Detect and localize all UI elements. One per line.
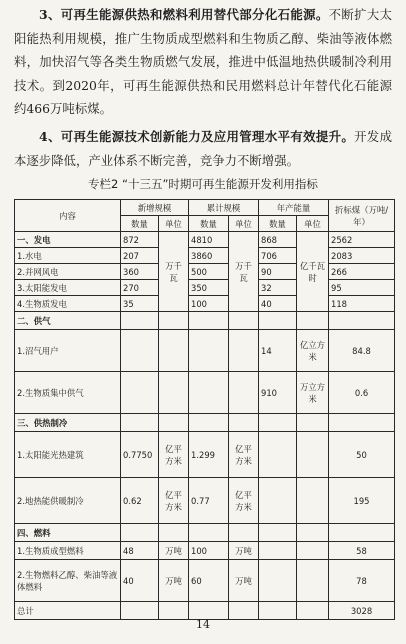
- cell-new: 872: [121, 232, 159, 248]
- cell-coal: 84.8: [329, 330, 395, 372]
- cell-annual: 706: [259, 248, 297, 264]
- table-row: [15, 414, 395, 432]
- cell-annual: 90: [259, 264, 297, 280]
- table-row: [15, 432, 395, 478]
- cell-coal: 0.6: [329, 372, 395, 414]
- table-row: [15, 542, 395, 560]
- header-quantity: 数量: [189, 216, 229, 232]
- header-new-scale: 新增规模: [121, 200, 189, 216]
- cell-name: 1.太阳能光热建筑: [15, 432, 121, 478]
- cell-coal: 2562: [329, 232, 395, 248]
- cell-name: 2.地热能供暖制冷: [15, 478, 121, 524]
- section-title: 四、燃料: [15, 524, 121, 542]
- cell-coal: 118: [329, 296, 395, 312]
- cell-cumulative: 60: [189, 560, 229, 602]
- table-row: [15, 372, 395, 414]
- cell-cumulative-unit: 亿平方米: [229, 478, 259, 524]
- cell-new: 207: [121, 248, 159, 264]
- cell-name: 1.沼气用户: [15, 330, 121, 372]
- page-number: 14: [196, 618, 210, 631]
- header-coal-equivalent: 折标煤（万吨/年）: [329, 200, 395, 232]
- cell-new: 270: [121, 280, 159, 296]
- cell-name: 4.生物质发电: [15, 296, 121, 312]
- cell-coal: 95: [329, 280, 395, 296]
- header-unit: 单位: [229, 216, 259, 232]
- cell-cumulative: 100: [189, 296, 229, 312]
- cell-new: 0.7750: [121, 432, 159, 478]
- cell-new: 48: [121, 542, 159, 560]
- cell-coal: 50: [329, 432, 395, 478]
- section-title: 二、供气: [15, 312, 121, 330]
- cell-annual-unit: 亿立方米: [297, 330, 329, 372]
- cell-name: 2.生物质集中供气: [15, 372, 121, 414]
- paragraph-heading: 3、可再生能源供热和燃料利用替代部分化石能源。: [39, 7, 329, 22]
- table-row: [15, 312, 395, 330]
- cell-annual: 14: [259, 330, 297, 372]
- cell-new-unit: 亿平方米: [159, 432, 189, 478]
- cell-coal: 195: [329, 478, 395, 524]
- cell-name: 1.生物质成型燃料: [15, 542, 121, 560]
- header-quantity: 数量: [121, 216, 159, 232]
- table-row: [15, 296, 395, 312]
- cell-cumulative-unit: 亿平方米: [229, 432, 259, 478]
- section-title: 三、供热制冷: [15, 414, 121, 432]
- cell-cumulative: 500: [189, 264, 229, 280]
- cell-annual: 32: [259, 280, 297, 296]
- table-row: [15, 524, 395, 542]
- cell-new: 0.62: [121, 478, 159, 524]
- paragraph-body: 不断扩大太阳能热利用规模，推广生物质成型燃料和生物质乙醇、柴油等液体燃料，加快沼气等各类生物质燃气发展，推进中低温地热供暖制冷利用技术。到2020年，可再生能源供热和民用燃料总计年替代化石能源约466万吨标煤。: [14, 7, 393, 117]
- section-title: 一、发电: [15, 232, 121, 248]
- cell-annual: 40: [259, 296, 297, 312]
- cell-coal: 266: [329, 264, 395, 280]
- cell-new-unit: 万千瓦: [159, 232, 189, 312]
- table-row: [15, 232, 395, 248]
- header-cumulative-scale: 累计规模: [189, 200, 259, 216]
- paragraph-body: 开发成本逐步降低，产业体系不断完善，竞争力不断增强。: [14, 129, 393, 168]
- cell-name: 总计: [15, 602, 121, 620]
- cell-cumulative: 3860: [189, 248, 229, 264]
- cell-annual-unit: 万立方米: [297, 372, 329, 414]
- indicators-table: [14, 199, 395, 620]
- cell-coal: 58: [329, 542, 395, 560]
- paragraph-heading: 4、可再生能源技术创新能力及应用管理水平有效提升。: [39, 129, 355, 144]
- cell-coal: 3028: [329, 602, 395, 620]
- cell-cumulative-unit: 万吨: [229, 560, 259, 602]
- cell-name: 2.并网风电: [15, 264, 121, 280]
- cell-annual: 868: [259, 232, 297, 248]
- cell-coal: 78: [329, 560, 395, 602]
- cell-cumulative: 4810: [189, 232, 229, 248]
- cell-name: 1.水电: [15, 248, 121, 264]
- cell-cumulative: 0.77: [189, 478, 229, 524]
- cell-annual: 910: [259, 372, 297, 414]
- cell-new: 40: [121, 560, 159, 602]
- cell-cumulative: 100: [189, 542, 229, 560]
- cell-new: 35: [121, 296, 159, 312]
- header-row: [15, 200, 395, 216]
- cell-cumulative: 350: [189, 280, 229, 296]
- total-row: [15, 602, 395, 620]
- cell-annual-unit: 亿千瓦时: [297, 232, 329, 312]
- paragraph-innovation: [14, 125, 392, 172]
- cell-new-unit: 万吨: [159, 542, 189, 560]
- header-unit: 单位: [297, 216, 329, 232]
- cell-cumulative-unit: 万吨: [229, 542, 259, 560]
- table-row: [15, 560, 395, 602]
- table-row: [15, 478, 395, 524]
- table-row: [15, 248, 395, 264]
- header-quantity: 数量: [259, 216, 297, 232]
- header-content: 内容: [15, 200, 121, 232]
- cell-coal: 2083: [329, 248, 395, 264]
- cell-cumulative: 1.299: [189, 432, 229, 478]
- cell-cumulative-unit: 万千瓦: [229, 232, 259, 312]
- table-row: [15, 280, 395, 296]
- cell-name: 3.太阳能发电: [15, 280, 121, 296]
- header-annual-capacity: 年产能量: [259, 200, 329, 216]
- cell-new: 360: [121, 264, 159, 280]
- cell-new-unit: 万吨: [159, 560, 189, 602]
- table-row: [15, 330, 395, 372]
- table-row: [15, 264, 395, 280]
- cell-name: 2.生物燃料乙醇、柴油等液体燃料: [15, 560, 121, 602]
- header-unit: 单位: [159, 216, 189, 232]
- table-caption: 专栏2 “十三五”时期可再生能源开发利用指标: [88, 177, 318, 191]
- paragraph-renewable-heating: [14, 3, 392, 121]
- cell-new-unit: 亿平方米: [159, 478, 189, 524]
